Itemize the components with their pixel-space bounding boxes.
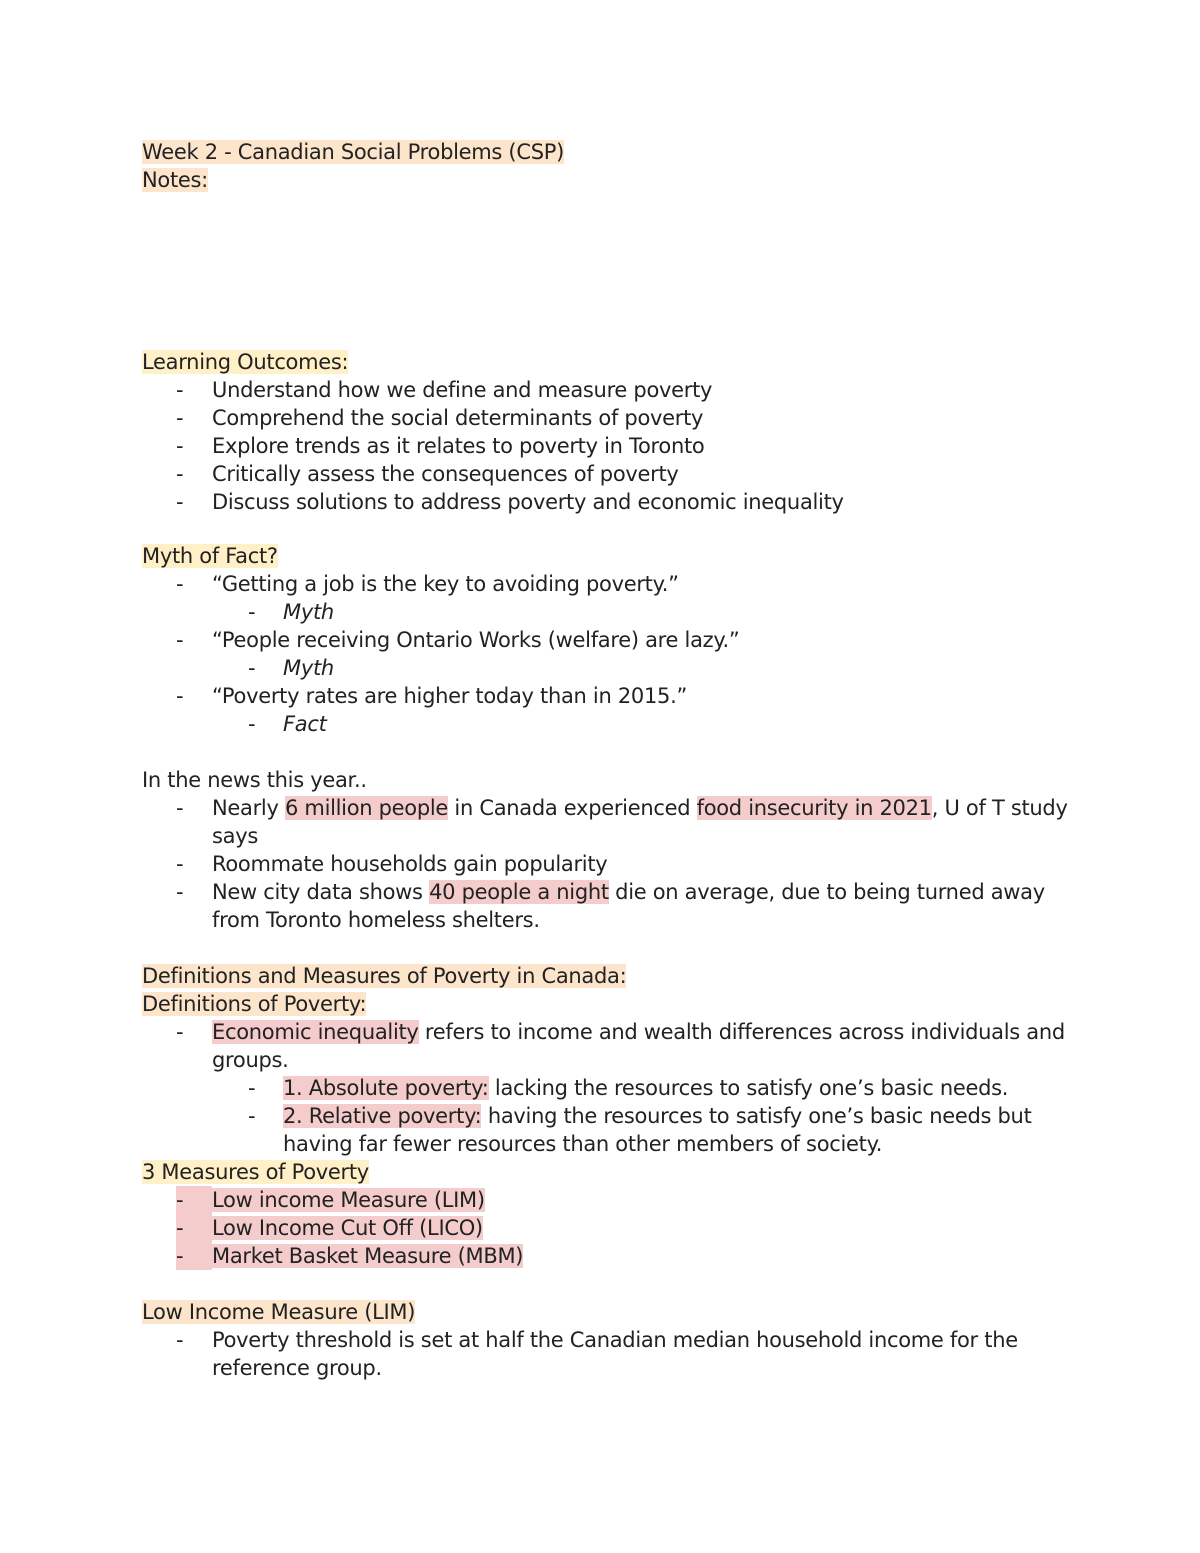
list-item — [142, 682, 1072, 710]
bullet-dash: - — [176, 1020, 184, 1044]
news-text: , U of T study says — [212, 796, 1068, 848]
spacer — [142, 934, 1072, 962]
list-item-text: Understand how we define and measure poverty — [212, 378, 713, 402]
list-item — [142, 488, 1072, 516]
news-text: Nearly — [212, 796, 285, 820]
bullet-dash: - — [176, 1214, 212, 1242]
bullet-dash: - — [176, 628, 184, 652]
notes-line — [142, 166, 1072, 194]
bullet-dash: - — [248, 1104, 256, 1128]
bullet-dash: - — [176, 1242, 212, 1270]
bullet-dash: - — [176, 880, 184, 904]
list-subitem — [142, 710, 1072, 738]
list-item — [142, 1214, 1072, 1242]
definitions-heading: Definitions and Measures of Poverty in Canada: — [142, 964, 627, 988]
myth-fact-heading: Myth of Fact? — [142, 544, 278, 568]
list-item — [142, 1326, 1072, 1382]
term-highlight: 1. Absolute poverty: — [283, 1076, 489, 1100]
bullet-dash: - — [176, 434, 184, 458]
bullet-dash: - — [176, 684, 184, 708]
news-highlight: 40 people a night — [429, 880, 609, 904]
document-title: Week 2 - Canadian Social Problems (CSP) — [142, 140, 564, 164]
spacer — [142, 194, 1072, 348]
definitions-subheading: Definitions of Poverty: — [142, 992, 367, 1016]
list-item-text: Discuss solutions to address poverty and economic inequality — [212, 490, 844, 514]
list-item-text: Poverty threshold is set at half the Canadian median household income for the reference group. — [212, 1328, 1018, 1380]
definition-text: refers to income and wealth differences across individuals and groups. — [212, 1020, 1065, 1072]
list-item — [142, 404, 1072, 432]
list-item — [142, 1186, 1072, 1214]
term-highlight: 2. Relative poverty: — [283, 1104, 482, 1128]
list-item — [142, 570, 1072, 598]
measures-heading: 3 Measures of Poverty — [142, 1160, 369, 1184]
list-subitem — [142, 1074, 1072, 1102]
list-item-text: Explore trends as it relates to poverty in Toronto — [212, 434, 705, 458]
myth-fact-heading-line — [142, 542, 1072, 570]
definition-text: lacking the resources to satisfy one’s basic needs. — [488, 1076, 1009, 1100]
list-item — [142, 794, 1072, 850]
lim-heading: Low Income Measure (LIM) — [142, 1300, 416, 1324]
list-item — [142, 1242, 1072, 1270]
term-highlight: Economic inequality — [212, 1020, 419, 1044]
myth-fact-answer: Myth — [283, 656, 334, 680]
bullet-dash: - — [176, 462, 184, 486]
list-item — [142, 626, 1072, 654]
document-title-line — [142, 138, 1072, 166]
list-item — [142, 850, 1072, 878]
news-highlight: food insecurity in 2021 — [696, 796, 932, 820]
list-item — [142, 376, 1072, 404]
definitions-heading-line — [142, 962, 1072, 990]
bullet-dash: - — [176, 796, 184, 820]
bullet-dash: - — [248, 600, 256, 624]
spacer — [142, 738, 1072, 766]
definitions-subheading-line — [142, 990, 1072, 1018]
bullet-dash: - — [176, 1186, 212, 1214]
news-text: Roommate households gain popularity — [212, 852, 608, 876]
myth-fact-answer: Fact — [283, 712, 327, 736]
document-page — [142, 138, 1072, 1382]
myth-fact-statement: “Getting a job is the key to avoiding poverty.” — [212, 572, 679, 596]
bullet-dash: - — [176, 572, 184, 596]
myth-fact-statement: “Poverty rates are higher today than in 2015.” — [212, 684, 688, 708]
definition-text: having the resources to satisfy one’s basic needs but having far fewer resources than other members of society. — [283, 1104, 1032, 1156]
list-item — [142, 432, 1072, 460]
list-item — [142, 460, 1072, 488]
spacer — [142, 516, 1072, 542]
list-item — [142, 1018, 1072, 1074]
bullet-dash: - — [248, 712, 256, 736]
measures-heading-line — [142, 1158, 1072, 1186]
news-text: die on average, due to being turned away from Toronto homeless shelters. — [212, 880, 1045, 932]
bullet-dash: - — [176, 852, 184, 876]
lim-heading-line — [142, 1298, 1072, 1326]
bullet-dash: - — [176, 406, 184, 430]
news-highlight: 6 million people — [284, 796, 449, 820]
measure-item: Market Basket Measure (MBM) — [212, 1244, 524, 1268]
list-subitem — [142, 654, 1072, 682]
notes-label: Notes: — [142, 168, 208, 192]
news-text: New city data shows — [212, 880, 430, 904]
bullet-dash: - — [176, 1328, 184, 1352]
spacer — [142, 1270, 1072, 1298]
bullet-dash: - — [248, 656, 256, 680]
measure-item: Low Income Cut Off (LICO) — [212, 1216, 483, 1240]
measure-item: Low income Measure (LIM) — [212, 1188, 485, 1212]
bullet-dash: - — [176, 490, 184, 514]
list-subitem — [142, 598, 1072, 626]
myth-fact-answer: Myth — [283, 600, 334, 624]
list-item-text: Comprehend the social determinants of poverty — [212, 406, 704, 430]
myth-fact-statement: “People receiving Ontario Works (welfare) are lazy.” — [212, 628, 740, 652]
list-item — [142, 878, 1072, 934]
bullet-dash: - — [176, 378, 184, 402]
news-heading-line — [142, 766, 1072, 794]
list-item-text: Critically assess the consequences of poverty — [212, 462, 679, 486]
news-heading: In the news this year.. — [142, 768, 367, 792]
bullet-dash: - — [248, 1076, 256, 1100]
learning-outcomes-heading-line — [142, 348, 1072, 376]
learning-outcomes-heading: Learning Outcomes: — [142, 350, 349, 374]
news-text: in Canada experienced — [448, 796, 697, 820]
list-subitem — [142, 1102, 1072, 1158]
